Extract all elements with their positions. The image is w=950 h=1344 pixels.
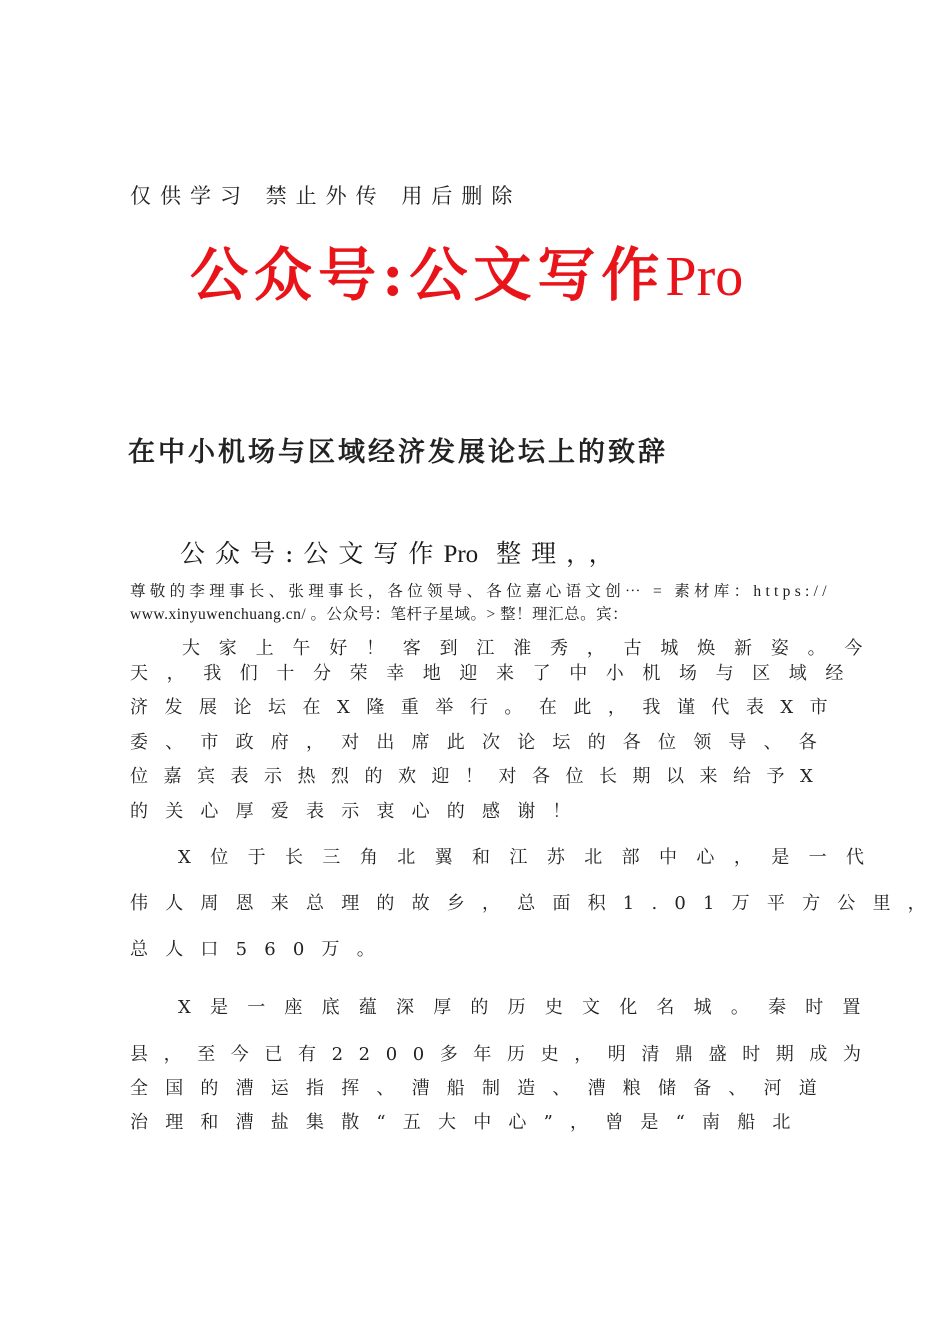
document-subtitle: [180, 534, 624, 570]
paragraph-3-line: 治理和漕盐集散“五大中心”，曾是“南船北: [130, 1112, 808, 1133]
brand-banner: [190, 228, 743, 312]
paragraph-3-line: X是一座底蕴深厚的历史文化名城。秦时置: [178, 997, 880, 1018]
watermark-notice: 仅供学习 禁止外传 用后删除: [130, 184, 522, 208]
greeting-line-2: www.xinyuwenchuang.cn/ 。公众号：笔杆子星域。> 整！理汇总。宾：: [130, 606, 629, 623]
brand-name: 公众号:公文写作: [190, 241, 666, 309]
subtitle-prefix: 公众号:公文写作: [180, 539, 444, 568]
paragraph-1-line: 天，我们十分荣幸地迎来了中小机场与区域经: [130, 663, 862, 684]
paragraph-1-line: 济发展论坛在X隆重举行。在此，我谨代表X市: [130, 697, 845, 718]
brand-pro: Pro: [665, 246, 744, 308]
paragraph-2-line: 总人口560万。: [130, 939, 392, 960]
paragraph-1-line: 位嘉宾表示热烈的欢迎！对各位长期以来给予X: [130, 766, 829, 787]
greeting-line-1: 尊敬的李理事长、张理事长，各位领导、各位嘉心语文创⋯ = 素材库：https://: [130, 583, 831, 600]
document-title: 在中小机场与区域经济发展论坛上的致辞: [128, 437, 668, 468]
subtitle-pro: Pro: [443, 541, 479, 568]
paragraph-1-line: 的关心厚爱表示衷心的感谢！: [130, 801, 588, 822]
paragraph-3-line: 县，至今已有2200多年历史，明清鼎盛时期成为: [130, 1044, 877, 1065]
paragraph-1-line: 委、市政府，对出席此次论坛的各位领导、各: [130, 732, 834, 753]
paragraph-2-line: 伟人周恩来总理的故乡，总面积1.01万平方公里，: [130, 893, 943, 914]
paragraph-1-line: 大家上午好！客到江淮秀，古城焕新姿。今: [182, 638, 882, 659]
subtitle-suffix: 整理，，: [496, 539, 624, 568]
paragraph-3-line: 全国的漕运指挥、漕船制造、漕粮储备、河道: [130, 1078, 834, 1099]
paragraph-2-line: X位于长三角北翼和江苏北部中心，是一代: [178, 847, 884, 868]
